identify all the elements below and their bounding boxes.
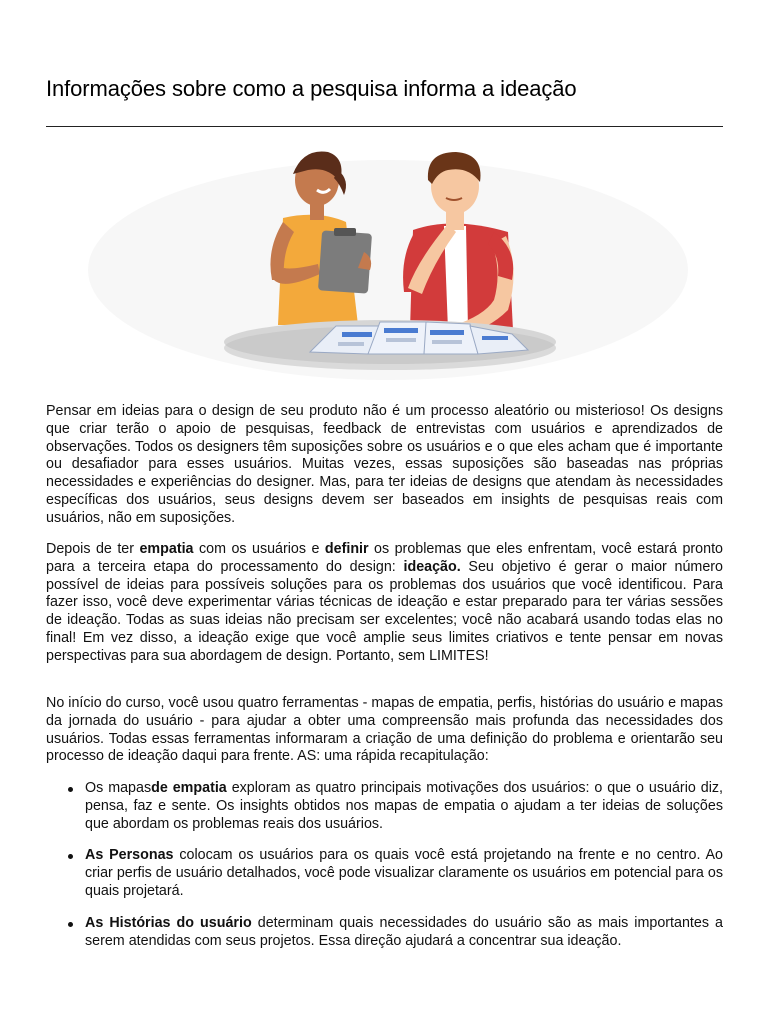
bullet-icon [68,922,73,927]
tools-paragraph: No início do curso, você usou quatro ferramentas - mapas de empatia, perfis, histórias do usuário e mapas da jornada do usuário - para ajudar a obter uma compreensão mais profunda das necessidades dos usuários. Todas essas ferramentas informaram a criação de uma definição do problema e orientarão seu processo de ideação daqui para frente. AS: uma rápida recapitulação: [46,695,723,765]
title-divider [46,126,723,127]
definir-term: definir [324,541,369,557]
bullet-icon [68,854,73,859]
bullet-icon [68,787,73,792]
ideation-paragraph: Depois de ter empatia com os usuários e definir os problemas que eles enfrentam, você estará pronto para a terceira etapa do processamento do design: ideação. Seu objetivo é gerar o maior número possível de ideias para possíveis soluções para os problemas dos usuários que você identificou. Para fazer isso, você deve experimentar várias técnicas de ideação e estar preparado para ter várias sessões de ideação. Todas as suas ideias não precisam ser excelentes; você não acabará usando todas elas no final! Em vez disso, a ideação exige que você amplie seus limites criativos e tente pensar em novas perspectivas para sua abordagem de design. Portanto, sem LIMITES! [46,541,723,664]
list-item: Os mapasde empatia exploram as quatro principais motivações dos usuários: o que o usuário diz, pensa, faz e sente. Os insights obtidos nos mapas de empatia o ajudam a ter ideias de soluções que abordam os problemas reais dos usuários. [46,780,723,833]
page-title: Informações sobre como a pesquisa informa a ideação [46,76,577,101]
list-item: As Histórias do usuário determinam quais necessidades do usuário são as mais importantes a serem atendidas com seus projetos. Essa direção ajudará a concentrar sua ideação. [46,915,723,951]
intro-paragraph: Pensar em ideias para o design de seu produto não é um processo aleatório ou misterioso! Os designs que criar terão o apoio de pesquisas, feedback de entrevistas com usuários e aprendizados de observações. Todos os designers têm suposições sobre os usuários e o que eles acham que é importante ou desafiador para esses usuários. Muitas vezes, essas suposições são baseadas nas próprias necessidades e experiências do designer. Mas, para ter ideias de designs que atendam às necessidades específicas dos usuários, seus designs devem ser baseados em insights de pesquisas reais com usuários, não em suposições. [46,403,723,526]
empatia-term: empatia [139,541,194,557]
list-item: As Personas colocam os usuários para os quais você está projetando na frente e no centro. Ao criar perfis de usuário detalhados, você pode visualizar claramente os usuários em potencial para os quais projetará. [46,847,723,900]
two-people-reviewing-wireframes-illustration-icon [88,140,688,380]
recap-list [46,780,723,964]
ideacao-term: ideação. [403,558,461,575]
